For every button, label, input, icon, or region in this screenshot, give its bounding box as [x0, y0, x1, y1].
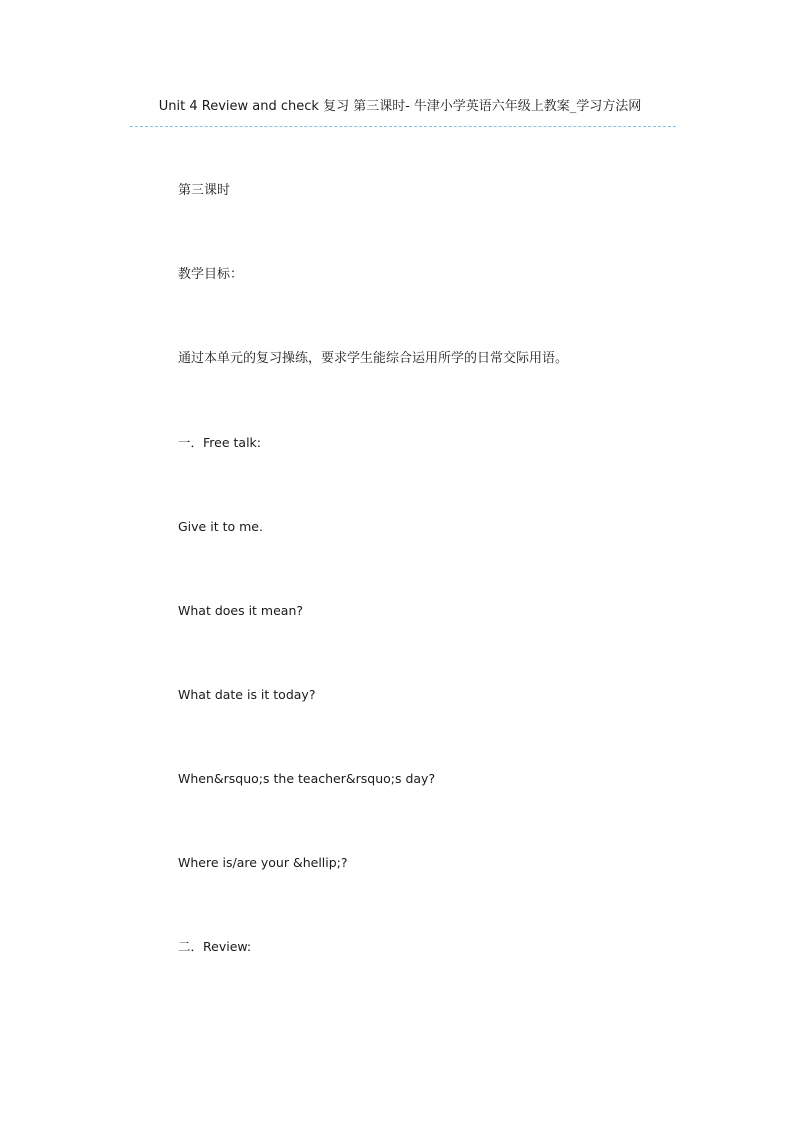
- phrase-line: What date is it today?: [178, 687, 316, 702]
- objectives-text: 通过本单元的复习操练，要求学生能综合运用所学的日常交际用语。: [178, 351, 569, 366]
- lesson-label: 第三课时: [178, 183, 231, 198]
- section-heading-review: [178, 938, 251, 956]
- section-label: Free talk:: [203, 435, 261, 450]
- section-heading-free-talk: [178, 434, 261, 452]
- phrase-line: Give it to me.: [178, 519, 263, 534]
- header-title-cjk: 复习 第三课时- 牛津小学英语六年级上教案_学习方法网: [323, 99, 642, 114]
- section-number: 一．: [178, 435, 204, 450]
- section-label: Review:: [203, 939, 252, 954]
- phrase-line: What does it mean?: [178, 603, 304, 618]
- phrase-line: Where is/are your &hellip;?: [178, 855, 348, 870]
- header-divider: [130, 126, 676, 127]
- objectives-heading: 教学目标：: [178, 267, 244, 282]
- section-number: 二．: [178, 939, 204, 954]
- page-header: [0, 98, 800, 116]
- header-title-latin: Unit 4 Review and check: [158, 99, 319, 114]
- phrase-line: When&rsquo;s the teacher&rsquo;s day?: [178, 771, 436, 786]
